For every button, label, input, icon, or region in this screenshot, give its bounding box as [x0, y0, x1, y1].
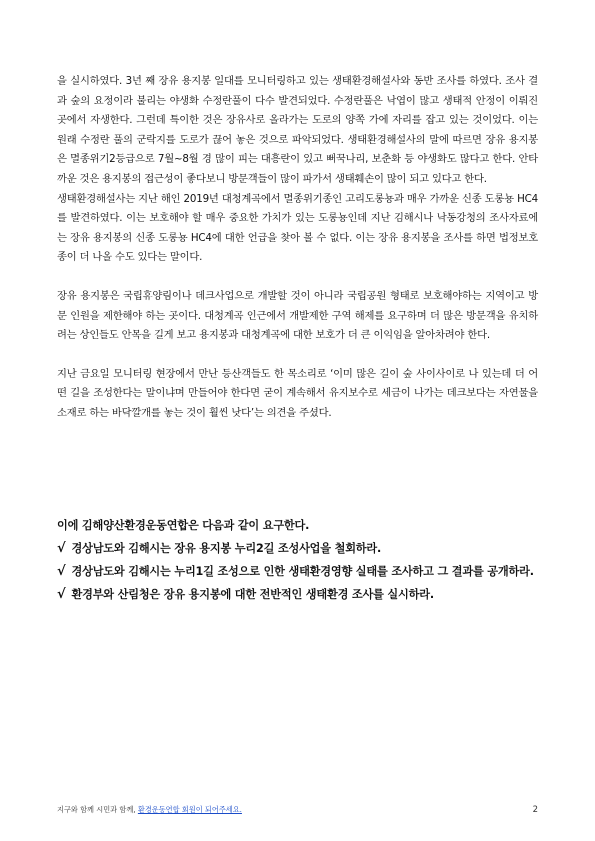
page-footer	[57, 803, 538, 817]
paragraph-gap	[57, 346, 538, 365]
demands-section	[57, 514, 538, 606]
paragraph-survey: 을 실시하였다. 3년 째 장유 용지봉 일대를 모니터링하고 있는 생태환경해설사와 동반 조사를 하였다. 조사 결과 숲의 요정이라 불리는 야생화 수정란풀이 다수 발견되었다. 수정란풀은 낙엽이 많고 생태적 안정이 이뤄진 곳에서 자생한다. 그런데 특이한 것은 장유사로 올라가는 도로의 양쪽 가에 자리를 잡고 있는 것이었다. 이는 원래 수정란 풀의 군락지를 도로가 끊어 놓은 것으로 파악되었다. 생태환경해설사의 말에 따르면 장유 용지봉은 멸종위기2등급으로 7월~8월 경 많이 피는 대흥란이 있고 뻐꾹나리, 보춘화 등 야생화도 많다고 한다. 안타까운 것은 용지봉의 접근성이 좋다보니 방문객들이 많이 파가서 생태훼손이 많이 되고 있다고 한다.	[57, 75, 538, 185]
paragraph-protection: 장유 용지봉은 국립휴양림이나 데크사업으로 개발할 것이 아니라 국립공원 형태로 보호해야하는 지역이고 방문 인원을 제한해야 하는 곳이다. 대청계곡 인근에서 개발제한 구역 해제를 요구하며 더 많은 방문객을 유치하려는 상인들도 안목을 길게 보고 용지봉과 대청계곡에 대한 보호가 더 큰 이익임을 알아차려야 한다.	[57, 289, 538, 342]
demand-item-text: 환경부와 산림청은 장유 용지봉에 대한 전반적인 생태환경 조사를 실시하라.	[71, 588, 434, 601]
demand-item	[57, 583, 538, 606]
membership-link[interactable]: 환경운동연합 회원이 되어주세요.	[137, 805, 242, 814]
paragraph-salamander: 생태환경해설사는 지난 해인 2019년 대청계곡에서 멸종위기종인 고리도롱뇽과 매우 가까운 신종 도롱뇽 HC4를 발견하였다. 이는 보호해야 할 매우 중요한 가치가 있는 도롱뇽인데 지난 김해시나 낙동강청의 조사자료에는 장유 용지봉의 신종 도롱뇽 HC4에 대한 언급을 찾아 볼 수 없다. 이는 장유 용지봉을 조사를 하면 법정보호종이 더 나올 수도 있다는 말이다.	[57, 192, 538, 264]
demand-item	[57, 560, 538, 583]
footer-text: 지구와 함께 시민과 함께,	[57, 805, 136, 814]
checkmark-icon: √	[57, 564, 66, 579]
checkmark-icon: √	[57, 587, 66, 602]
paragraph-hikers: 지난 금요일 모니터링 현장에서 만난 등산객들도 한 목소리로 ‘이미 많은 길이 숲 사이사이로 나 있는데 더 어떤 길을 조성한다는 말이냐며 만들어야 한다면 굳이 계속해서 유지보수로 세금이 나가는 데크보다는 자연물을 소재로 하는 바닥깔개를 놓는 것이 훨씬 낫다’는 의견을 주셨다.	[57, 367, 538, 419]
demand-item-text: 경상남도와 김해시는 누리1길 조성으로 인한 생태환경영향 실태를 조사하고 그 결과를 공개하라.	[71, 565, 534, 578]
paragraph-gap	[57, 268, 538, 287]
page-number: 2	[532, 805, 538, 815]
demand-item-text: 경상남도와 김해시는 장유 용지봉 누리2길 조성사업을 철회하라.	[71, 542, 382, 555]
checkmark-icon: √	[57, 541, 66, 556]
demands-intro: 이에 김해양산환경운동연합은 다음과 같이 요구한다.	[57, 519, 310, 532]
body-text	[57, 72, 538, 424]
demand-item	[57, 537, 538, 560]
